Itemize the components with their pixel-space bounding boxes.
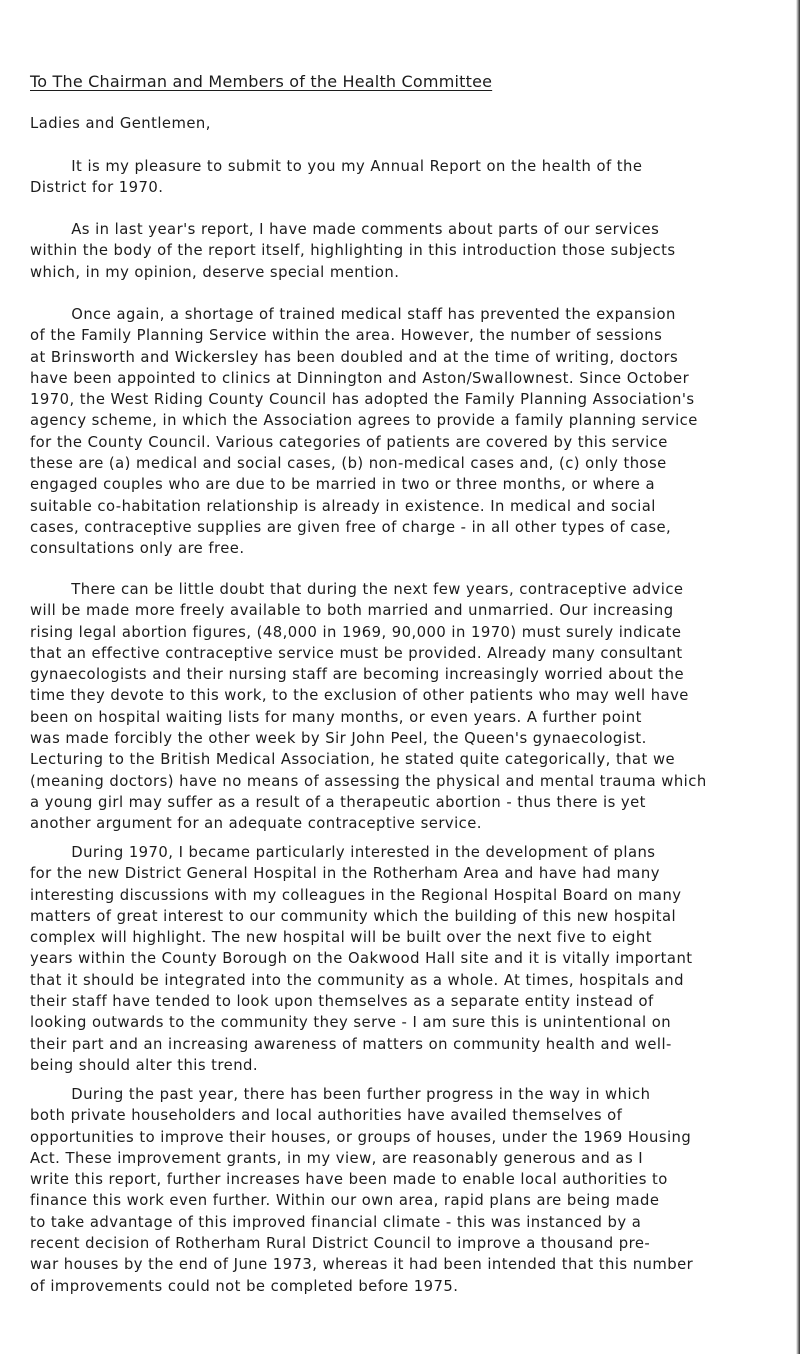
address-heading: To The Chairman and Members of the Health Committee (30, 72, 493, 91)
text-line: a young girl may suffer as a result of a therapeutic abortion - thus there is yet (30, 793, 646, 811)
paragraph-contraceptive-advice (30, 579, 798, 835)
text-line: 1970, the West Riding County Council has adopted the Family Planning Association's (30, 391, 695, 409)
text-line: for the new District General Hospital in the Rotherham Area and have had many (30, 865, 660, 883)
text-line: that it should be integrated into the community as a whole. At times, hospitals and (30, 971, 684, 989)
paragraph-intro (30, 156, 798, 199)
paragraph-report-comments (30, 219, 798, 283)
text-line: within the body of the report itself, highlighting in this introduction those subjects (30, 242, 676, 260)
text-line: have been appointed to clinics at Dinnington and Aston/Swallownest. Since October (30, 369, 690, 387)
text-line: will be made more freely available to both married and unmarried. Our increasing (30, 602, 674, 620)
text-line: gynaecologists and their nursing staff are becoming increasingly worried about the (30, 666, 685, 684)
salutation: Ladies and Gentlemen, (30, 115, 211, 132)
text-line: (meaning doctors) have no means of assessing the physical and mental trauma which (30, 772, 707, 790)
paragraph-family-planning (30, 304, 798, 560)
text-line: of the Family Planning Service within the area. However, the number of sessions (30, 327, 663, 345)
text-line: complex will highlight. The new hospital will be built over the next five to eight (30, 929, 652, 947)
text-line: There can be little doubt that during the next few years, contraceptive advice (30, 581, 684, 598)
text-line: interesting discussions with my colleagues in the Regional Hospital Board on many (30, 886, 682, 904)
text-line: write this report, further increases have been made to enable local authorities to (30, 1171, 668, 1189)
text-line: District for 1970. (30, 179, 164, 197)
text-line: As in last year's report, I have made comments about parts of our services (30, 221, 660, 238)
text-line: their staff have tended to look upon themselves as a separate entity instead of (30, 993, 654, 1011)
text-line: been on hospital waiting lists for many months, or even years. A further point (30, 708, 642, 726)
text-line: being should alter this trend. (30, 1056, 259, 1074)
text-line: Once again, a shortage of trained medical staff has prevented the expansion (30, 306, 676, 323)
text-line: cases, contraceptive supplies are given free of charge - in all other types of case, (30, 518, 672, 536)
text-line: another argument for an adequate contraceptive service. (30, 815, 482, 833)
text-line: opportunities to improve their houses, or groups of houses, under the 1969 Housing (30, 1128, 692, 1146)
text-line: time they devote to this work, to the exclusion of other patients who may well have (30, 687, 689, 705)
text-line: looking outwards to the community they serve - I am sure this is unintentional on (30, 1014, 672, 1032)
text-line: recent decision of Rotherham Rural District Council to improve a thousand pre- (30, 1235, 651, 1253)
text-line: their part and an increasing awareness of matters on community health and well- (30, 1035, 672, 1053)
text-line: finance this work even further. Within our own area, rapid plans are being made (30, 1192, 660, 1210)
text-line: these are (a) medical and social cases, (b) non-medical cases and, (c) only those (30, 455, 667, 473)
text-line: suitable co-habitation relationship is already in existence. In medical and social (30, 497, 656, 515)
text-line: Lecturing to the British Medical Association, he stated quite categorically, that we (30, 751, 676, 769)
text-line: During the past year, there has been further progress in the way in which (30, 1086, 651, 1103)
text-line: agency scheme, in which the Association agrees to provide a family planning service (30, 412, 698, 430)
text-line: both private householders and local authorities have availed themselves of (30, 1107, 623, 1125)
text-line: was made forcibly the other week by Sir John Peel, the Queen's gynaecologist. (30, 730, 647, 748)
text-line: which, in my opinion, deserve special mention. (30, 263, 400, 281)
text-line: years within the County Borough on the Oakwood Hall site and it is vitally important (30, 950, 693, 968)
text-line: consultations only are free. (30, 540, 245, 558)
text-line: at Brinsworth and Wickersley has been doubled and at the time of writing, doctors (30, 348, 679, 366)
text-line: that an effective contraceptive service must be provided. Already many consultant (30, 644, 683, 662)
text-line: rising legal abortion figures, (48,000 in 1969, 90,000 in 1970) must surely indicate (30, 623, 682, 641)
text-line: matters of great interest to our community which the building of this new hospital (30, 907, 677, 925)
text-line: engaged couples who are due to be married in two or three months, or where a (30, 476, 655, 494)
text-line: Act. These improvement grants, in my view, are reasonably generous and as I (30, 1149, 644, 1167)
text-line: to take advantage of this improved financial climate - this was instanced by a (30, 1213, 642, 1231)
text-line: During 1970, I became particularly interested in the development of plans (30, 844, 656, 861)
text-line: for the County Council. Various categories of patients are covered by this service (30, 433, 668, 451)
text-line: of improvements could not be completed before 1975. (30, 1277, 459, 1295)
paragraph-district-hospital (30, 842, 798, 1076)
text-line: war houses by the end of June 1973, whereas it had been intended that this number (30, 1256, 694, 1274)
text-line: It is my pleasure to submit to you my Annual Report on the health of the (30, 158, 643, 175)
paragraph-housing-improvement (30, 1084, 798, 1297)
